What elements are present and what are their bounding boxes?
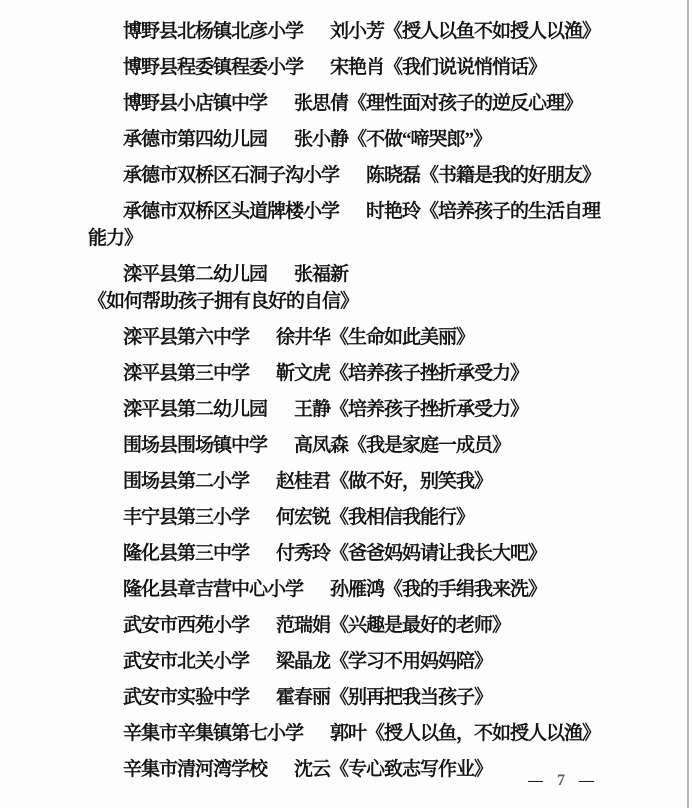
article-title: 《培养孩子挫折承受力》	[330, 399, 529, 420]
author-name: 范瑞娟	[276, 615, 331, 636]
article-title: 《兴趣是最好的老师》	[330, 615, 511, 636]
school-name: 承德市双桥区头道牌楼小学	[123, 201, 340, 222]
school-name: 博野县北杨镇北彦小学	[123, 21, 304, 42]
author-name: 郭叶	[330, 723, 367, 744]
author-name: 梁晶龙	[276, 651, 331, 672]
award-entry	[88, 54, 616, 81]
award-entry	[88, 468, 616, 495]
article-title: 《授人以鱼不如授人以渔》	[384, 21, 601, 42]
article-title: 《我是家庭一成员》	[348, 435, 511, 456]
school-name: 围场县围场镇中学	[123, 435, 268, 456]
article-title: 《学习不用妈妈陪》	[330, 651, 493, 672]
article-title: 《专心致志写作业》	[330, 759, 493, 780]
author-name: 刘小芳	[330, 21, 385, 42]
school-name: 辛集市清河湾学校	[123, 759, 268, 780]
school-name: 隆化县章吉营中心小学	[123, 579, 304, 600]
school-name: 滦平县第二幼儿园	[123, 399, 268, 420]
author-name: 赵桂君	[276, 471, 331, 492]
article-title: 《我相信我能行》	[330, 507, 475, 528]
school-name: 博野县程委镇程委小学	[123, 57, 304, 78]
award-entry	[88, 612, 616, 639]
award-entry	[88, 576, 616, 603]
page-number-value: 7	[557, 772, 565, 789]
school-name: 武安市西苑小学	[123, 615, 250, 636]
award-entry	[88, 90, 616, 117]
school-name: 承德市双桥区石洞子沟小学	[123, 165, 340, 186]
article-title: 《书籍是我的好朋友》	[420, 165, 601, 186]
award-entry	[88, 396, 616, 423]
article-title: 《如何帮助孩子拥有良好的自信》	[88, 291, 359, 312]
award-entry	[88, 18, 616, 45]
award-entry	[88, 684, 616, 711]
article-title: 《生命如此美丽》	[330, 327, 475, 348]
article-title: 《别再把我当孩子》	[330, 687, 493, 708]
school-name: 辛集市辛集镇第七小学	[123, 723, 304, 744]
page-number-dash-left: —	[528, 773, 543, 789]
article-title: 《授人以鱼，不如授人以渔》	[366, 723, 601, 744]
page-number	[528, 772, 594, 790]
author-name: 张思倩	[294, 93, 349, 114]
school-name: 隆化县第三中学	[123, 543, 250, 564]
award-entry	[88, 261, 616, 315]
school-name: 滦平县第二幼儿园	[123, 264, 268, 285]
article-title: 《培养孩子的生活自理能力》	[88, 201, 601, 249]
article-title: 《我的手绢我来洗》	[384, 579, 547, 600]
award-entry	[88, 126, 616, 153]
award-entry	[88, 360, 616, 387]
author-name: 陈晓磊	[366, 165, 421, 186]
article-title: 《爸爸妈妈请让我长大吧》	[330, 543, 547, 564]
author-name: 王静	[294, 399, 331, 420]
school-name: 武安市北关小学	[123, 651, 250, 672]
award-entry	[88, 648, 616, 675]
scan-edge-line	[687, 0, 689, 808]
school-name: 博野县小店镇中学	[123, 93, 268, 114]
article-title: 《理性面对孩子的逆反心理》	[348, 93, 583, 114]
award-entry	[88, 504, 616, 531]
author-name: 付秀玲	[276, 543, 331, 564]
author-name: 沈云	[294, 759, 331, 780]
author-name: 时艳玲	[366, 201, 421, 222]
school-name: 承德市第四幼儿园	[123, 129, 268, 150]
award-entry	[88, 720, 616, 747]
school-name: 武安市实验中学	[123, 687, 250, 708]
author-name: 孙雁鸿	[330, 579, 385, 600]
author-name: 宋艳肖	[330, 57, 385, 78]
award-entry	[88, 324, 616, 351]
page-number-dash-right: —	[579, 773, 594, 789]
article-title: 《不做“啼哭郎”》	[348, 129, 492, 150]
school-name: 丰宁县第三小学	[123, 507, 250, 528]
award-entry	[88, 198, 616, 252]
award-entry	[88, 162, 616, 189]
award-entry	[88, 540, 616, 567]
author-name: 高凤森	[294, 435, 349, 456]
author-name: 张福新	[294, 264, 349, 285]
article-title: 《做不好，别笑我》	[330, 471, 493, 492]
school-name: 围场县第二小学	[123, 471, 250, 492]
school-name: 滦平县第六中学	[123, 327, 250, 348]
author-name: 张小静	[294, 129, 349, 150]
school-name: 滦平县第三中学	[123, 363, 250, 384]
author-name: 何宏锐	[276, 507, 331, 528]
award-entry	[88, 432, 616, 459]
author-name: 霍春丽	[276, 687, 331, 708]
article-title: 《培养孩子挫折承受力》	[330, 363, 529, 384]
entry-list	[88, 18, 616, 792]
author-name: 靳文虎	[276, 363, 331, 384]
article-title: 《我们说说悄悄话》	[384, 57, 547, 78]
author-name: 徐井华	[276, 327, 331, 348]
